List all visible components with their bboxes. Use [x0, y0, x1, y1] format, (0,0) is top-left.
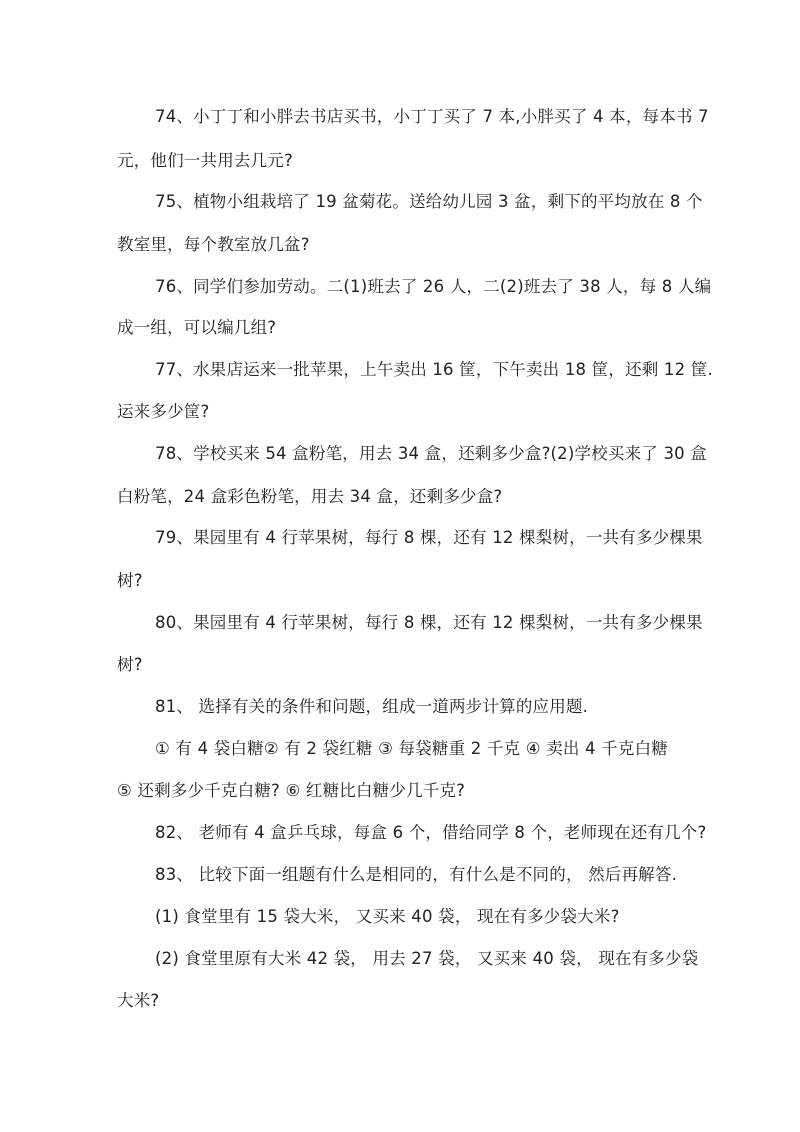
problem-83-sub-2-line-1: (2) 食堂里原有大米 42 袋， 用去 27 袋， 又买来 40 袋， 现在有多少袋	[155, 949, 699, 968]
problem-79-line-2: 树?	[117, 571, 143, 590]
problem-75-line-1: 75、植物小组栽培了 19 盆菊花。送给幼儿园 3 盆，剩下的平均放在 8 个	[155, 192, 703, 211]
problem-82-line-1: 82、 老师有 4 盒乒乓球，每盒 6 个，借给同学 8 个，老师现在还有几个?	[155, 823, 707, 842]
problem-83-sub-2-line-2: 大米?	[117, 991, 160, 1010]
problem-76-line-2: 成一组，可以编几组?	[117, 318, 277, 337]
problem-81-options-line-2: ⑤ 还剩多少千克白糖? ⑥ 红糖比白糖少几千克?	[117, 781, 466, 800]
problem-81-line-1: 81、 选择有关的条件和问题，组成一道两步计算的应用题.	[155, 697, 589, 716]
problem-83-line-1: 83、 比较下面一组题有什么是相同的，有什么是不同的， 然后再解答.	[155, 865, 678, 884]
problem-76-line-1: 76、同学们参加劳动。二(1)班去了 26 人，二(2)班去了 38 人，每 8 人编	[155, 277, 712, 296]
problem-78-line-1: 78、学校买来 54 盒粉笔，用去 34 盒，还剩多少盒?(2)学校买来了 30 盒	[155, 444, 707, 463]
problem-77-line-1: 77、水果店运来一批苹果，上午卖出 16 筐，下午卖出 18 筐，还剩 12 筐.	[155, 360, 713, 379]
problem-80-line-2: 树?	[117, 655, 143, 674]
problem-74-line-2: 元，他们一共用去几元?	[117, 151, 293, 170]
problem-81-options-line-1: ① 有 4 袋白糖② 有 2 袋红糖 ③ 每袋糖重 2 千克 ④ 卖出 4 千克白糖	[155, 739, 668, 758]
problem-74-line-1: 74、小丁丁和小胖去书店买书，小丁丁买了 7 本,小胖买了 4 本，每本书 7	[155, 107, 709, 126]
problem-75-line-2: 教室里，每个教室放几盆?	[117, 235, 310, 254]
problem-77-line-2: 运来多少筐?	[117, 402, 210, 421]
problem-80-line-1: 80、果园里有 4 行苹果树，每行 8 棵，还有 12 棵梨树，一共有多少棵果	[155, 613, 703, 632]
problem-83-sub-1: (1) 食堂里有 15 袋大米， 又买来 40 袋， 现在有多少袋大米?	[155, 907, 620, 926]
problem-79-line-1: 79、果园里有 4 行苹果树，每行 8 棵，还有 12 棵梨树，一共有多少棵果	[155, 528, 703, 547]
problem-78-line-2: 白粉笔，24 盒彩色粉笔，用去 34 盒，还剩多少盒?	[117, 487, 503, 506]
